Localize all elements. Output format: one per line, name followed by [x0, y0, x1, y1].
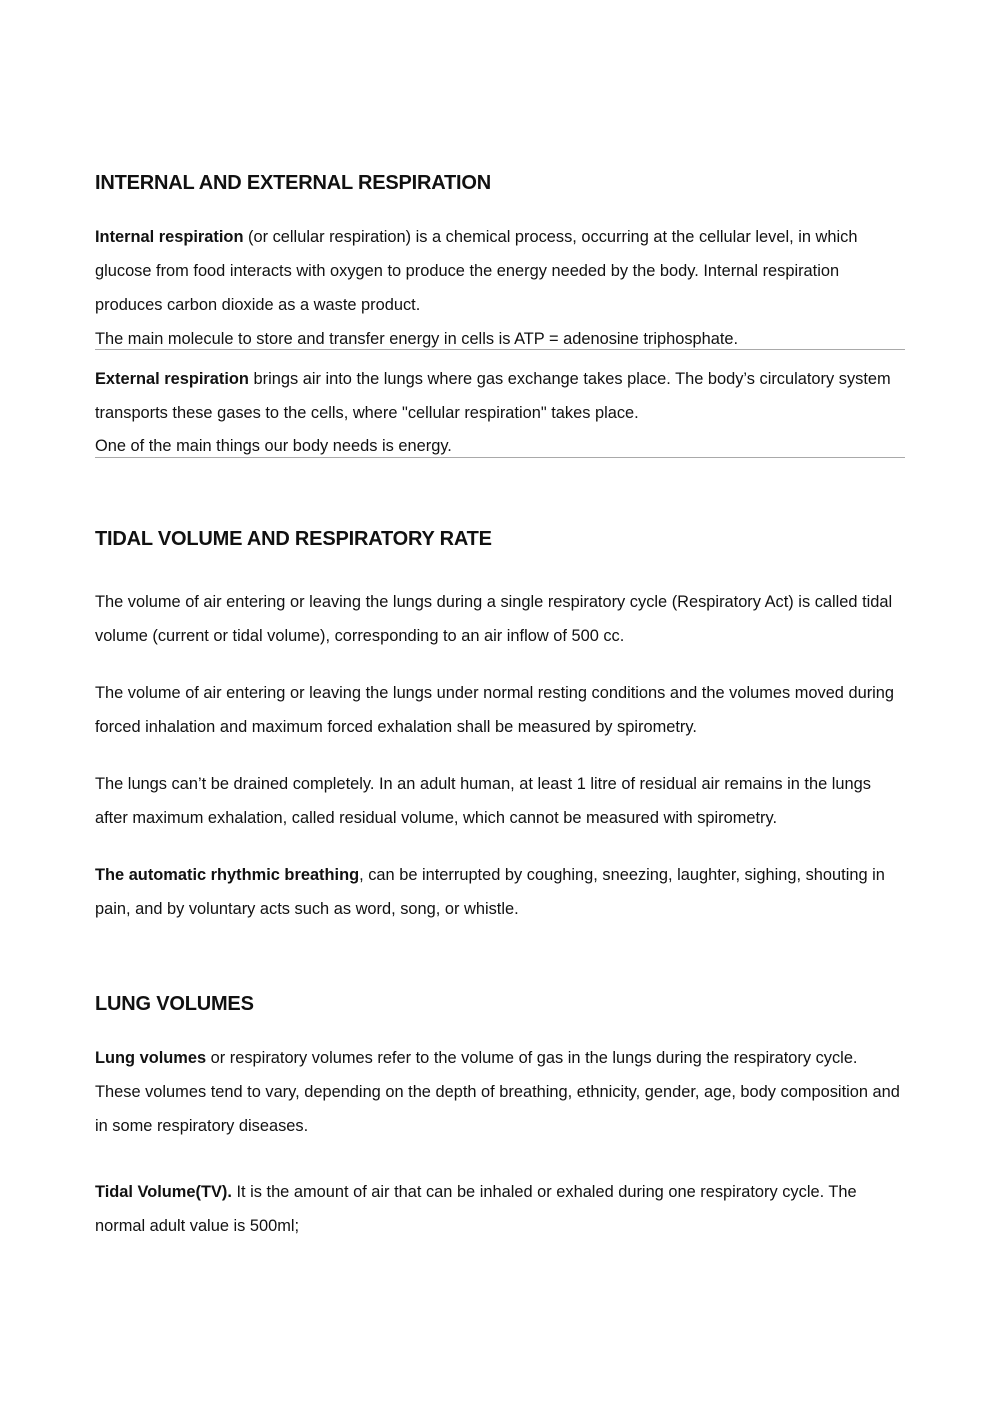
- rhythmic-breathing-term: The automatic rhythmic breathing: [95, 866, 360, 884]
- lung-volumes-text: or respiratory volumes refer to the volume of gas in the lungs during the respiratory cycle. These volumes tend to vary, depending on the depth of breathing, ethnicity, gender, age, body composition and in some respiratory diseases.: [95, 1049, 900, 1135]
- section-title-tidal-volume: TIDAL VOLUME AND RESPIRATORY RATE: [95, 528, 492, 550]
- internal-respiration-term: Internal respiration: [95, 228, 244, 246]
- tidal-volume-definition-paragraph: [95, 1175, 905, 1243]
- external-respiration-text: brings air into the lungs where gas exchange takes place. The body’s circulatory system transports these gases to the cells, where "cellular respiration" takes place.: [95, 370, 891, 422]
- lung-volumes-paragraph: [95, 1041, 905, 1143]
- internal-respiration-paragraph: [95, 220, 905, 322]
- rhythmic-breathing-text: , can be interrupted by coughing, sneezing, laughter, sighing, shouting in pain, and by voluntary acts such as word, song, or whistle.: [95, 866, 885, 918]
- rhythmic-breathing-paragraph: [95, 858, 905, 926]
- section-title-respiration: INTERNAL AND EXTERNAL RESPIRATION: [95, 172, 492, 194]
- tidal-volume-term: Tidal Volume(TV).: [95, 1183, 232, 1201]
- section-title-lung-volumes: LUNG VOLUMES: [95, 993, 254, 1015]
- divider-line: [95, 349, 905, 350]
- tidal-volume-paragraph: The volume of air entering or leaving the lungs during a single respiratory cycle (Respiratory Act) is called tidal volume (current or tidal volume), corresponding to an air inflow of 500 cc.: [95, 593, 893, 645]
- tidal-volume-definition-text: It is the amount of air that can be inhaled or exhaled during one respiratory cycle. The normal adult value is 500ml;: [95, 1183, 857, 1235]
- external-respiration-paragraph: [95, 362, 905, 430]
- divider-line: [95, 457, 905, 458]
- atp-paragraph: The main molecule to store and transfer energy in cells is ATP = adenosine triphosphate.: [95, 330, 739, 348]
- residual-volume-paragraph: The lungs can’t be drained completely. In an adult human, at least 1 litre of residual air remains in the lungs after maximum exhalation, called residual volume, which cannot be measured with spirometry.: [95, 775, 871, 827]
- lung-volumes-term: Lung volumes: [95, 1049, 207, 1067]
- external-respiration-term: External respiration: [95, 370, 249, 388]
- internal-respiration-text: (or cellular respiration) is a chemical process, occurring at the cellular level, in which glucose from food interacts with oxygen to produce the energy needed by the body. Internal respiration produces carbon dioxide as a waste product.: [95, 228, 858, 314]
- energy-paragraph: One of the main things our body needs is energy.: [95, 437, 452, 455]
- spirometry-paragraph: The volume of air entering or leaving the lungs under normal resting conditions and the volumes moved during forced inhalation and maximum forced exhalation shall be measured by spirometry.: [95, 684, 895, 736]
